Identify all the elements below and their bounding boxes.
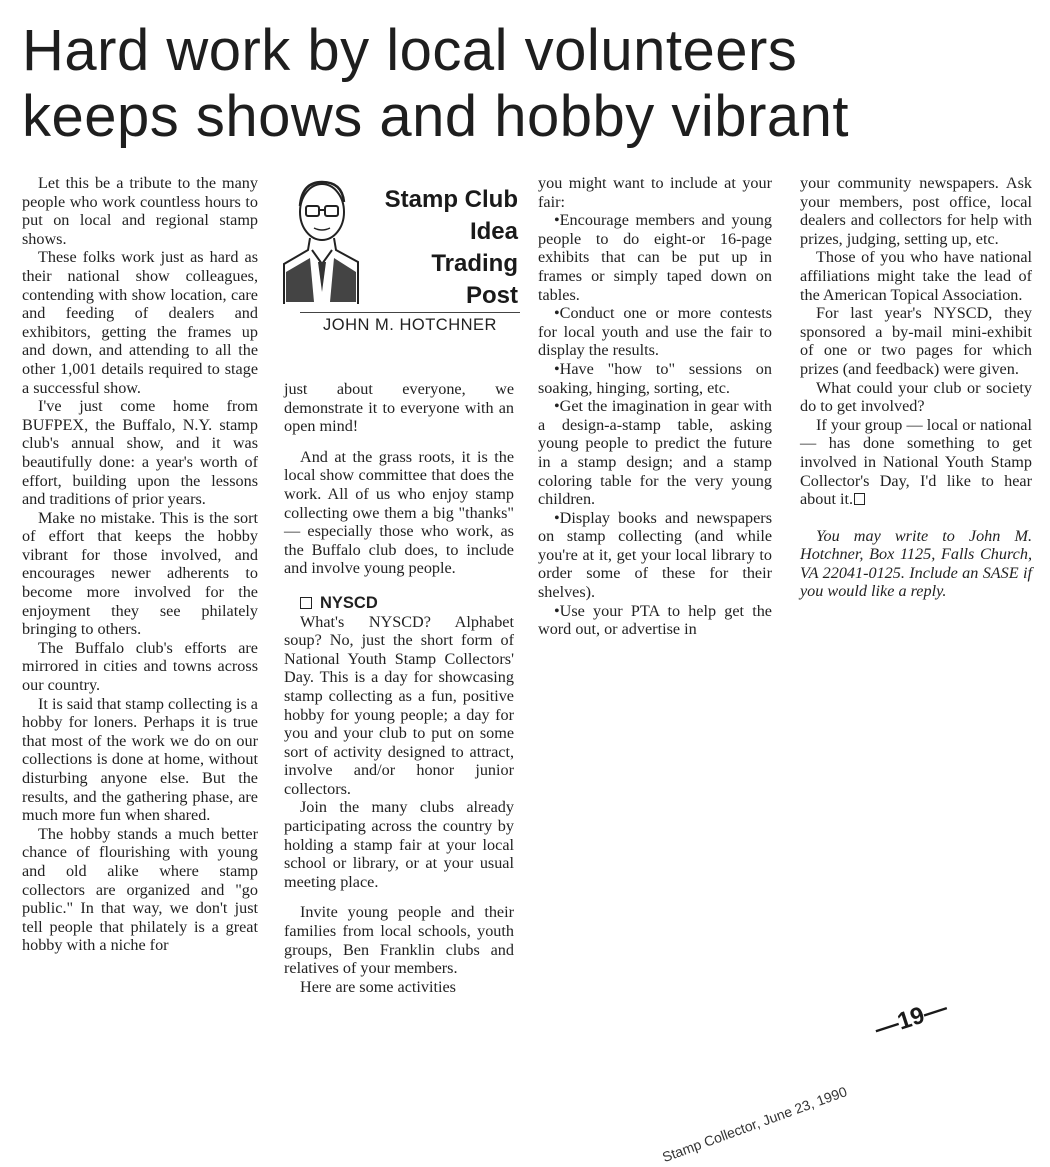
paragraph: It is said that stamp collecting is a hobby for loners. Perhaps it is true that most of the work we do on our collections is done at home, without disturbing anyone else. But the results, and the gathering phase, are much more fun when shared. (22, 694, 258, 825)
divider (300, 312, 520, 313)
author-portrait-icon (280, 172, 360, 304)
column-2 (284, 380, 514, 996)
column-4 (800, 174, 1032, 601)
checkbox-glyph-icon (300, 597, 312, 609)
paragraph: The Buffalo club's efforts are mirrored in cities and towns across our country. (22, 638, 258, 695)
author-contact-note: You may write to John M. Hotchner, Box 1125, Falls Church, VA 22041-0125. Include an SASE if you would like a reply. (800, 526, 1032, 601)
list-item: •Display books and newspapers on stamp collecting (and while you're at it, get your local library to order some of these for their shelves). (538, 508, 772, 602)
paragraph: What's NYSCD? Alphabet soup? No, just the short form of National Youth Stamp Collectors' Day. This is a day for showcasing stamp collecting as a fun, positive hobby for young people; a day for you and your club to put on some sort of activity designed to attract, involve and/or honor junior collectors. (284, 612, 514, 798)
paragraph: Invite young people and their families from local schools, youth groups, Ben Franklin clubs and relatives of your members. (284, 903, 514, 978)
column-3 (538, 174, 772, 639)
headline-line-1: Hard work by local volunteers (22, 18, 798, 83)
column-title: Stamp Club Idea Trading Post (384, 186, 518, 309)
paragraph: I've just come home from BUFPEX, the Buffalo, N.Y. stamp club's annual show, and it was beautifully done: a year's worth of effort, building upon the lessons and traditions of prior years. (22, 397, 258, 509)
list-item: •Have "how to" sessions on soaking, hinging, sorting, etc. (538, 359, 772, 397)
headline-line-2: keeps shows and hobby vibrant (22, 84, 850, 149)
section-heading: NYSCD (284, 594, 514, 613)
paragraph: Join the many clubs already participating across the country by holding a stamp fair at your local school or library, or at your usual meeting place. (284, 798, 514, 891)
column-logo (280, 170, 520, 360)
paragraph: Let this be a tribute to the many people who work countless hours to put on local and regional stamp shows. (22, 174, 258, 248)
author-byline: JOHN M. HOTCHNER (323, 316, 497, 334)
paragraph: your community newspapers. Ask your members, post office, local dealers and collectors for help with prizes, judging, setting up, etc. (800, 174, 1032, 248)
paragraph: These folks work just as hard as their national show colleagues, contending with show location, care and feeding of dealers and exhibitors, getting the frames up and down, and attending to all the other 1,001 details required to stage a successful show. (22, 248, 258, 397)
page-number: —19— (871, 994, 951, 1044)
list-item: •Get the imagination in gear with a design-a-stamp table, asking young people to predict the future in a stamp design; and a stamp coloring table for the very young children. (538, 397, 772, 509)
paragraph: you might want to include at your fair: (538, 174, 772, 211)
end-mark-icon (854, 493, 865, 505)
paragraph: If your group — local or national — has done something to get involved in National Youth Stamp Collector's Day, I'd like to hear about it. (800, 415, 1032, 509)
list-item: •Use your PTA to help get the word out, or advertise in (538, 601, 772, 639)
paragraph: And at the grass roots, it is the local show committee that does the work. All of us who enjoy stamp collecting owe them a big "thanks" — especially those who work, as the Buffalo club does, to include and involve young people. (284, 447, 514, 578)
list-item: •Conduct one or more contests for local youth and use the fair to display the results. (538, 304, 772, 360)
column-1 (22, 174, 258, 955)
paragraph: Those of you who have national affiliations might take the lead of the American Topical Association. (800, 248, 1032, 304)
article-headline (22, 18, 1032, 150)
publication-source: Stamp Collector, June 23, 1990 (660, 1083, 850, 1166)
paragraph: What could your club or society do to get involved? (800, 378, 1032, 416)
paragraph: just about everyone, we demonstrate it to everyone with an open mind! (284, 380, 514, 436)
list-item: •Encourage members and young people to do eight-or 16-page exhibits that can be put up in frames or simply taped down on tables. (538, 211, 772, 304)
paragraph: The hobby stands a much better chance of flourishing with young and old alike where stamp collectors are organized and "go public." In that way, we don't just tell people that philately is a great hobby with a niche for (22, 824, 258, 955)
paragraph: Here are some activities (300, 977, 456, 996)
paragraph: Make no mistake. This is the sort of effort that keeps the hobby vibrant for those involved, and encourages newer adherents to become more involved for the enjoyment they see philately bringing to others. (22, 508, 258, 639)
paragraph: For last year's NYSCD, they sponsored a by-mail mini-exhibit of one or two pages for which prizes (and feedback) were given. (800, 304, 1032, 378)
